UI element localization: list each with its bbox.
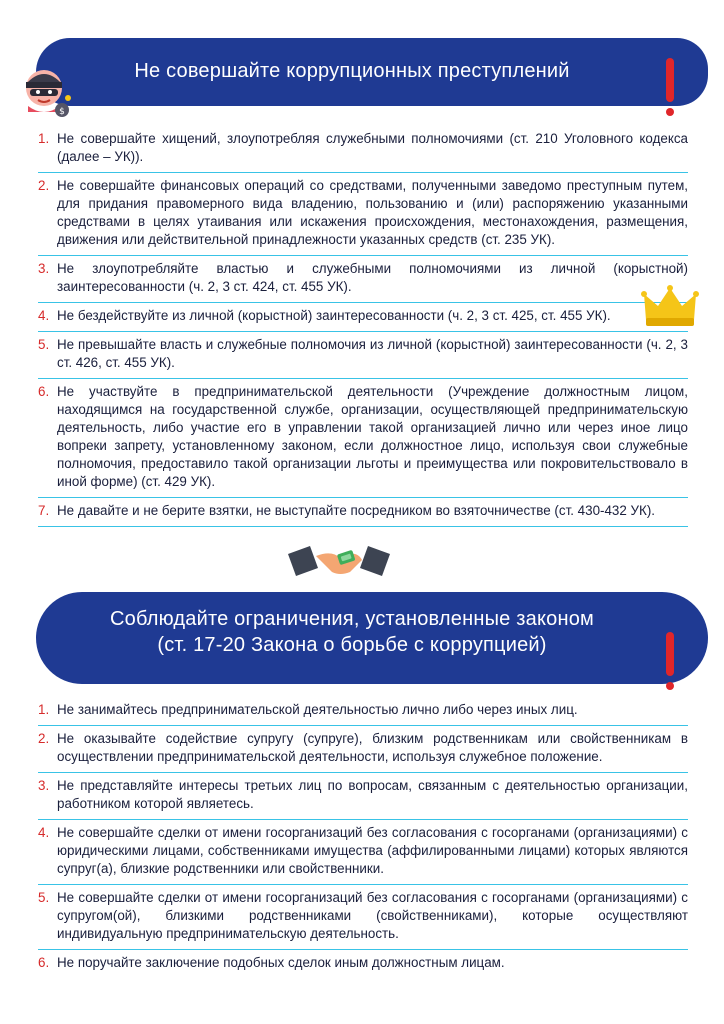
item-number: 3. (38, 261, 50, 276)
list-item (38, 379, 688, 498)
item-text: Не давайте и не берите взятки, не выступайте посредником во взяточничестве (ст. 430-432 УК). (57, 503, 656, 518)
item-number: 7. (38, 503, 50, 518)
section1-banner (36, 38, 708, 106)
item-text: Не участвуйте в предпринимательской деятельности (Учреждение должностным лицом, находящимся на государственной службе, организации, осуществляющей предпринимательскую деятельность, либо участие его в управлении такой организацией лично или через иное лицо вопреки запрету, установленному законом, если должностное лицо, используя свои служебные полномочия, предоставило такой организации льготы и преимущества или покровительствовало в иной форме) (ст. 429 УК). (57, 384, 688, 489)
item-text: Не представляйте интересы третьих лиц по вопросам, связанным с деятельностью организации, работником которой являетесь. (57, 778, 688, 811)
item-number: 2. (38, 731, 50, 746)
section2-title-line1: Соблюдайте ограничения, установленные законом (110, 608, 594, 630)
section1-title: Не совершайте коррупционных преступлений (134, 60, 570, 82)
item-text: Не злоупотребляйте властью и служебными полномочиями из личной (корыстной) заинтересованности (ч. 2, 3 ст. 424, ст. 455 УК). (57, 261, 688, 294)
item-text: Не оказывайте содействие супругу (супруге), близким родственникам или свойственникам в осуществлении предпринимательской деятельности, используя служебное положение. (57, 731, 688, 764)
item-number: 5. (38, 337, 50, 352)
item-number: 6. (38, 955, 50, 970)
section1-list (38, 126, 688, 527)
section2-title-line2: (ст. 17-20 Закона о борьбе с коррупцией) (157, 634, 547, 656)
section2-banner (36, 592, 708, 684)
item-number: 1. (38, 131, 50, 146)
item-number: 2. (38, 178, 50, 193)
item-text: Не занимайтесь предпринимательской деятельностью лично либо через иных лиц. (57, 702, 578, 717)
item-number: 6. (38, 384, 50, 399)
item-number: 1. (38, 702, 50, 717)
item-number: 4. (38, 308, 50, 323)
list-item (38, 820, 688, 885)
list-item (38, 303, 688, 332)
list-item (38, 726, 688, 773)
item-text: Не поручайте заключение подобных сделок иным должностным лицам. (57, 955, 505, 970)
list-item (38, 332, 688, 379)
list-item (38, 173, 688, 256)
handshake-bribe-icon (288, 544, 390, 580)
list-item (38, 950, 688, 978)
crown-icon (640, 282, 700, 330)
item-number: 3. (38, 778, 50, 793)
exclamation-icon (660, 58, 680, 118)
item-text: Не совершайте сделки от имени госорганизаций без согласования с госорганами (организациями) с супругом(ой), близкими родственниками (свойственниками), которые осуществляют индивидуальную предпринимательскую деятельность. (57, 890, 688, 941)
item-text: Не совершайте сделки от имени госорганизаций без согласования с госорганами (организациями) с юридическими лицами, собственниками имущества (аффилированными лицами) которых являются супруг(а), близкие родственники или свойственники. (57, 825, 688, 876)
list-item (38, 256, 688, 303)
list-item (38, 498, 688, 527)
list-item (38, 885, 688, 950)
svg-text:$: $ (59, 107, 65, 117)
list-item (38, 126, 688, 173)
item-text: Не бездействуйте из личной (корыстной) заинтересованности (ч. 2, 3 ст. 425, ст. 455 УК). (57, 308, 611, 323)
list-item (38, 773, 688, 820)
item-text: Не совершайте хищений, злоупотребляя служебными полномочиями (ст. 210 Уголовного кодекса (далее – УК)). (57, 131, 688, 164)
item-text: Не превышайте власть и служебные полномочия из личной (корыстной) заинтересованности (ч. 2, 3 ст. 426, ст. 455 УК). (57, 337, 688, 370)
exclamation-icon (660, 632, 680, 692)
item-text: Не совершайте финансовых операций со средствами, полученными заведомо преступным путем, для придания правомерного вида владению, пользованию и (или) распоряжению указанными средствами в целях утаивания или искажения происхождения, местонахождения, размещения, движения или действительной принадлежности указанных средств (ст. 235 УК). (57, 178, 688, 247)
section2-list (38, 697, 688, 978)
section2-title (36, 606, 668, 658)
item-number: 4. (38, 825, 50, 840)
list-item (38, 697, 688, 726)
thief-icon (22, 62, 78, 120)
item-number: 5. (38, 890, 50, 905)
